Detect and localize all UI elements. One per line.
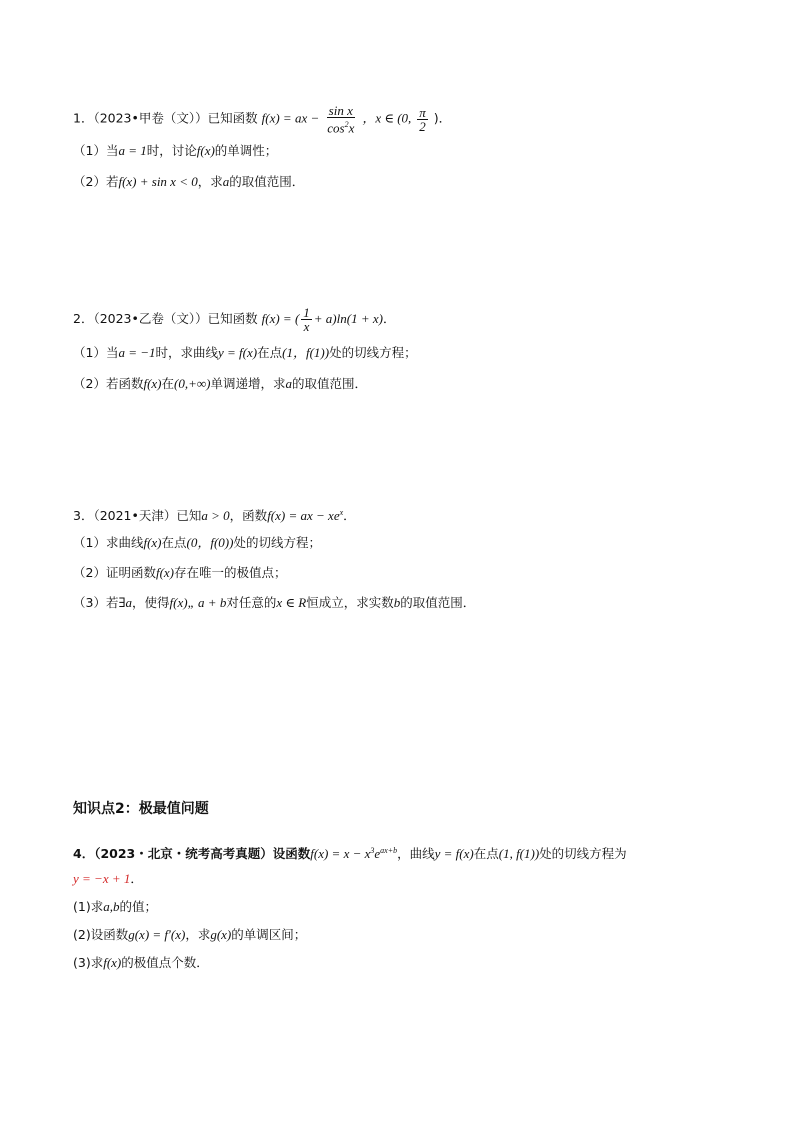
q2-fraction	[301, 306, 312, 333]
q3-p3-math: ∃a	[118, 595, 133, 610]
q1-fraction	[325, 104, 356, 134]
q1-p2-math2: a	[222, 174, 230, 189]
question-4-tangent-line	[73, 870, 143, 888]
q4-p3-suffix: 的极值点个数．	[121, 955, 209, 970]
q1-domain: ，x ∈ (0,	[362, 110, 412, 126]
q1-den-cos: cos	[327, 120, 345, 136]
question-4-part-3	[73, 954, 209, 972]
question-2-part-1	[73, 344, 417, 362]
q1-p1-suffix: 的单调性；	[214, 143, 278, 158]
q2-p2-math2: (0,+∞)	[174, 376, 211, 391]
q3-p3-mid2: 对任意的	[226, 595, 277, 610]
q2-p2-mid2: 单调递增，求	[210, 376, 286, 391]
q3-p2-prefix: （2）证明函数	[73, 565, 156, 580]
q1-domain-den: 2	[419, 118, 426, 134]
q4-stem-mid: ，曲线	[397, 846, 435, 862]
q2-stem-text: 2．（2023•乙卷（文））已知函数	[73, 311, 258, 326]
q3-p1-mid: 在点	[161, 535, 187, 550]
q3-p3-math4: b	[393, 595, 401, 610]
q2-p1-mid2: 在点	[257, 345, 283, 360]
q3-p2-suffix: 存在唯一的极值点；	[174, 565, 287, 580]
q2-function-rhs: + a)ln(1 + x)	[313, 311, 383, 326]
q1-p2-mid: ，求	[197, 174, 223, 189]
q3-p1-math: f(x)	[143, 535, 162, 550]
question-4-part-1	[73, 898, 157, 916]
q2-p2-prefix: （2）若函数	[73, 376, 144, 391]
q1-domain-fraction	[417, 106, 428, 133]
question-2-stem	[73, 306, 395, 333]
q2-frac-den: x	[303, 319, 310, 334]
q1-p1-prefix: （1）当	[73, 143, 119, 158]
q2-function-lhs: f(x) = (	[261, 311, 300, 326]
q4-tangent-suffix: ．	[130, 871, 143, 886]
q2-p2-math: f(x)	[143, 376, 162, 391]
q3-stem-prefix: 3．（2021•天津）已知	[73, 508, 202, 524]
q1-frac-numerator: sin x	[328, 103, 353, 118]
q4-p2-suffix: 的单调区间；	[231, 927, 307, 942]
q1-domain-suffix: )．	[433, 110, 452, 126]
q4-stem-sup: 3	[370, 846, 375, 855]
q3-stem-math: a > 0	[201, 508, 230, 524]
question-1-stem	[73, 104, 451, 134]
q1-p1-mid: 时，讨论	[146, 143, 197, 158]
q2-p1-math2: y = f(x)	[218, 345, 258, 360]
q3-p3-mid: ，使得	[132, 595, 170, 610]
q1-p1-math2: f(x)	[196, 143, 215, 158]
q2-frac-num: 1	[303, 305, 310, 320]
q3-p1-prefix: （1）求曲线	[73, 535, 144, 550]
question-3-part-3	[73, 594, 475, 612]
q4-tangent-equation: y = −x + 1	[73, 871, 131, 886]
q2-p2-suffix: 的取值范围．	[291, 376, 367, 391]
question-3-stem	[73, 504, 356, 525]
q3-p2-math: f(x)	[155, 565, 175, 580]
q2-p2-math3: a	[285, 376, 292, 391]
q4-stem-suffix: 处的切线方程为	[539, 846, 627, 862]
q3-stem-suffix: ．	[343, 508, 356, 524]
q3-p3-suffix: 的取值范围．	[400, 595, 476, 610]
question-2-part-2	[73, 375, 367, 393]
q2-p1-math: a = −1	[118, 345, 156, 360]
q1-p2-prefix: （2）若	[73, 174, 119, 189]
q2-p1-math3: (1，f(1))	[282, 345, 330, 360]
question-1-part-2	[73, 173, 304, 191]
q3-stem-sup: x	[339, 508, 344, 517]
q4-p3-math: f(x)	[103, 955, 122, 970]
q1-frac-denominator	[325, 118, 356, 134]
q2-stem-suffix: ．	[382, 311, 396, 326]
q1-function: f(x) = ax −	[261, 110, 320, 126]
q1-p2-math: f(x) + sin x < 0	[118, 174, 198, 189]
q1-den-sup: 2	[344, 120, 349, 129]
q4-p2-math2: g(x)	[210, 927, 232, 942]
q2-p1-prefix: （1）当	[73, 345, 119, 360]
q4-p1-prefix: (1)求	[73, 899, 104, 914]
q4-p2-mid: ，求	[185, 927, 211, 942]
q4-p2-prefix: (2)设函数	[73, 927, 129, 942]
question-3-part-2	[73, 564, 287, 582]
q3-p3-prefix: （3）若	[73, 595, 119, 610]
q3-p3-mid3: 恒成立，求实数	[306, 595, 394, 610]
q2-p1-suffix: 处的切线方程；	[329, 345, 417, 360]
q4-stem-mid2: 在点	[473, 846, 499, 862]
q3-p3-math3: x ∈ R	[276, 595, 307, 610]
question-1-part-1	[73, 142, 277, 160]
q4-stem-math: f(x) = x − x	[310, 846, 371, 862]
q4-stem-math3: (1, f(1))	[498, 846, 540, 862]
q3-p1-math2: (0，f(0))	[186, 535, 234, 550]
q1-domain-num: π	[419, 104, 426, 120]
q4-stem-prefix: 4．（2023・北京・统考高考真题）设函数	[73, 846, 311, 862]
q1-p2-suffix: 的取值范围．	[229, 174, 305, 189]
q4-stem-sup2: ax+b	[380, 846, 398, 855]
question-4-stem	[73, 842, 627, 863]
question-3-part-1	[73, 534, 321, 552]
q1-den-x: x	[348, 120, 355, 136]
q4-p2-math: g(x) = f′(x)	[128, 927, 186, 942]
q1-stem-text: 1．（2023•甲卷（文））已知函数	[73, 110, 258, 126]
q4-p1-math: a,b	[103, 899, 120, 914]
question-4-part-2	[73, 926, 306, 944]
q4-p1-suffix: 的值；	[119, 899, 157, 914]
q4-p3-prefix: (3)求	[73, 955, 104, 970]
q2-p2-mid: 在	[161, 376, 175, 391]
q3-p3-math2: f(x)„ a + b	[169, 595, 227, 610]
q4-stem-e: e	[374, 846, 381, 862]
q3-p1-suffix: 处的切线方程；	[233, 535, 321, 550]
section-heading: 知识点2：极最值问题	[73, 801, 209, 817]
q2-p1-mid: 时，求曲线	[155, 345, 219, 360]
q1-p1-math: a = 1	[118, 143, 147, 158]
q4-stem-math2: y = f(x)	[434, 846, 474, 862]
q3-stem-function: f(x) = ax − xe	[267, 508, 340, 524]
q3-stem-mid: ，函数	[229, 508, 268, 524]
